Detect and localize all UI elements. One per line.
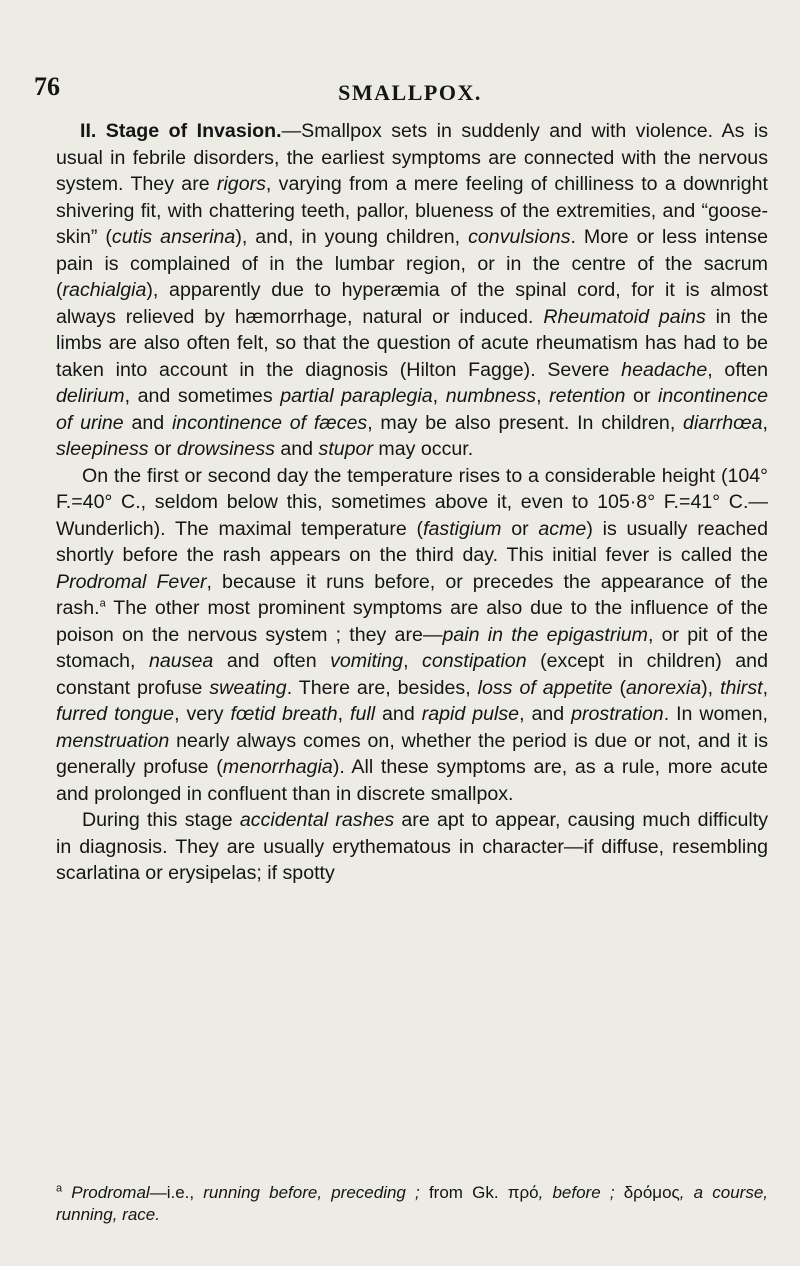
paragraph-invasion: II. Stage of Invasion.—Smallpox sets in suddenly and with violence. As is usual in febrile disorders, the earliest symptoms are connected with the nervous system. They are rigors, varying from a mere feeling of chilliness to a downright shivering fit, with chattering teeth, pallor, blueness of the extremities, and “goose-skin” (cutis anserina), and, in young children, convulsions. More or less intense pain is complained of in the lumbar region, or in the centre of the sacrum (rachialgia), apparently due to hyperæmia of the spinal cord, for it is almost always relieved by hæmorrhage, natural or induced. Rheumatoid pains in the limbs are also often felt, so that the question of acute rheumatism has had to be taken into account in the diagnosis (Hilton Fagge). Severe headache, often delirium, and sometimes partial paraplegia, numbness, retention or incontinence of urine and incontinence of fæces, may be also present. In children, diarrhœa, sleepiness or drowsiness and stupor may occur.: [56, 120, 769, 460]
paragraph-accidental-rashes: During this stage accidental rashes are apt to appear, causing much difficulty in diagnosis. They are usually erythematous in character—if diffuse, resembling scarlatina or erysipelas; if spotty: [56, 809, 769, 884]
section-heading: II. Stage of Invasion.: [80, 120, 282, 142]
page-number: 76: [34, 72, 60, 101]
footnote: $^a$ Prodromal—i.e., running before, preceding ; from Gk. πρό, before ; δρόμος, a course, running, race.: [56, 1182, 768, 1224]
body-text: [56, 118, 768, 887]
footnote-mark: a: [56, 1182, 63, 1195]
paragraph-prodromal-fever: On the first or second day the temperature rises to a considerable height (104° F.=40° C., seldom below this, sometimes above it, even to 105·8° F.=41° C.—Wunderlich). The maximal temperature (fastigium or acme) is usually reached shortly before the rash appears on the third day. This initial fever is called the Prodromal Fever, because it runs before, or precedes the appearance of the rash.$^a$ The other most prominent symptoms are also due to the influence of the poison on the nervous system ; they are—pain in the epigastrium, or pit of the stomach, nausea and often vomiting, constipation (except in children) and constant profuse sweating. There are, besides, loss of appetite (anorexia), thirst, furred tongue, very fœtid breath, full and rapid pulse, and prostration. In women, menstruation nearly always comes on, whether the period is due or not, and it is generally profuse (menorrhagia). All these symptoms are, as a rule, more acute and prolonged in confluent than in discrete smallpox.: [56, 464, 769, 805]
running-head: SMALLPOX.: [338, 80, 482, 105]
footnote-ref: a: [99, 597, 106, 610]
